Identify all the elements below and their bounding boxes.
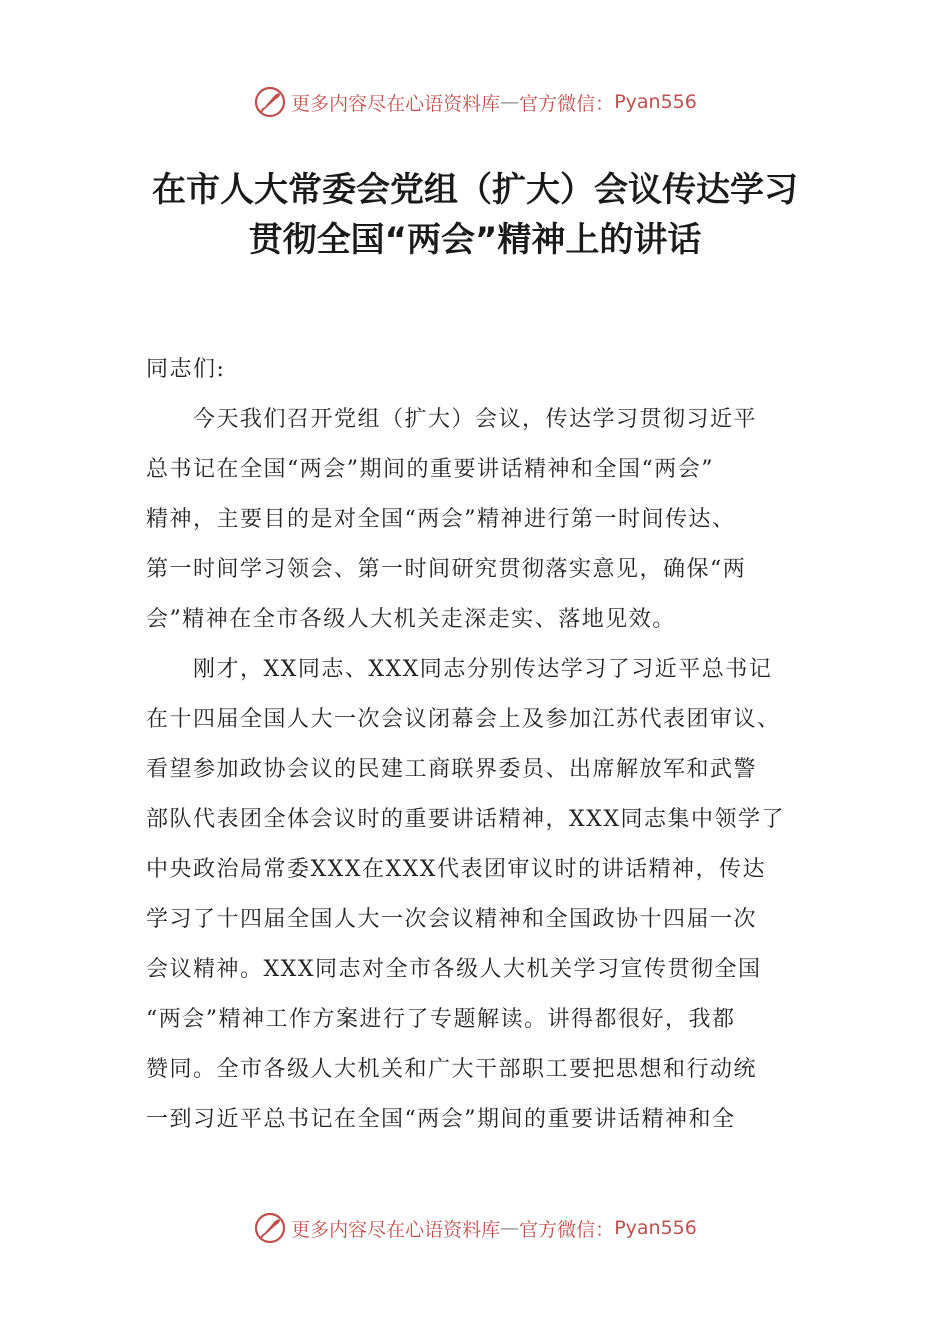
quill-pen-logo-icon: [253, 1211, 287, 1245]
banner-main-text: 更多内容尽在心语资料库: [291, 1218, 501, 1241]
banner-wechat-label: 官方微信：: [519, 1218, 615, 1241]
footer-banner: [0, 1210, 950, 1246]
body-line: 在十四届全国人大一次会议闭幕会上及参加江苏代表团审议、: [146, 707, 781, 732]
body-line: 中央政治局常委XXX在XXX代表团审议时的讲话精神，传达: [146, 857, 766, 882]
document-title: [60, 165, 890, 265]
banner-dash: —: [500, 91, 520, 113]
banner-wechat-id: Pyan556: [614, 91, 697, 113]
body-line: 会议精神。XXX同志对全市各级人大机关学习宣传贯彻全国: [146, 957, 762, 982]
document-body: [146, 345, 806, 1145]
body-line: 今天我们召开党组（扩大）会议，传达学习贯彻习近平: [146, 407, 758, 432]
banner-wechat-id: Pyan556: [614, 1217, 697, 1239]
body-line: 第一时间学习领会、第一时间研究贯彻落实意见，确保“两: [146, 557, 747, 582]
banner-dash: —: [500, 1217, 520, 1239]
quill-pen-logo-icon: [253, 85, 287, 119]
body-line: 精神，主要目的是对全国“两会”精神进行第一时间传达、: [146, 507, 736, 532]
body-line: 总书记在全国“两会”期间的重要讲话精神和全国“两会”: [146, 457, 714, 482]
title-line: 贯彻全国“两会”精神上的讲话: [248, 220, 702, 260]
body-line: 赞同。全市各级人大机关和广大干部职工要把思想和行动统: [146, 1057, 758, 1082]
body-line: 一到习近平总书记在全国“两会”期间的重要讲话精神和全: [146, 1107, 736, 1132]
body-line: 会”精神在全市各级人大机关走深走实、落地见效。: [146, 607, 676, 632]
body-line: “两会”精神工作方案进行了专题解读。讲得都很好，我都: [146, 1007, 736, 1032]
banner-main-text: 更多内容尽在心语资料库: [291, 92, 501, 115]
salutation: 同志们:: [146, 357, 226, 382]
banner-wechat-label: 官方微信：: [519, 92, 615, 115]
body-line: 刚才，XX同志、XXX同志分别传达学习了习近平总书记: [146, 657, 773, 682]
header-banner: [0, 84, 950, 120]
body-line: 学习了十四届全国人大一次会议精神和全国政协十四届一次: [146, 907, 758, 932]
body-line: 部队代表团全体会议时的重要讲话精神，XXX同志集中领学了: [146, 807, 785, 832]
title-line: 在市人大常委会党组（扩大）会议传达学习: [152, 170, 798, 210]
body-line: 看望参加政协会议的民建工商联界委员、出席解放军和武警: [146, 757, 758, 782]
